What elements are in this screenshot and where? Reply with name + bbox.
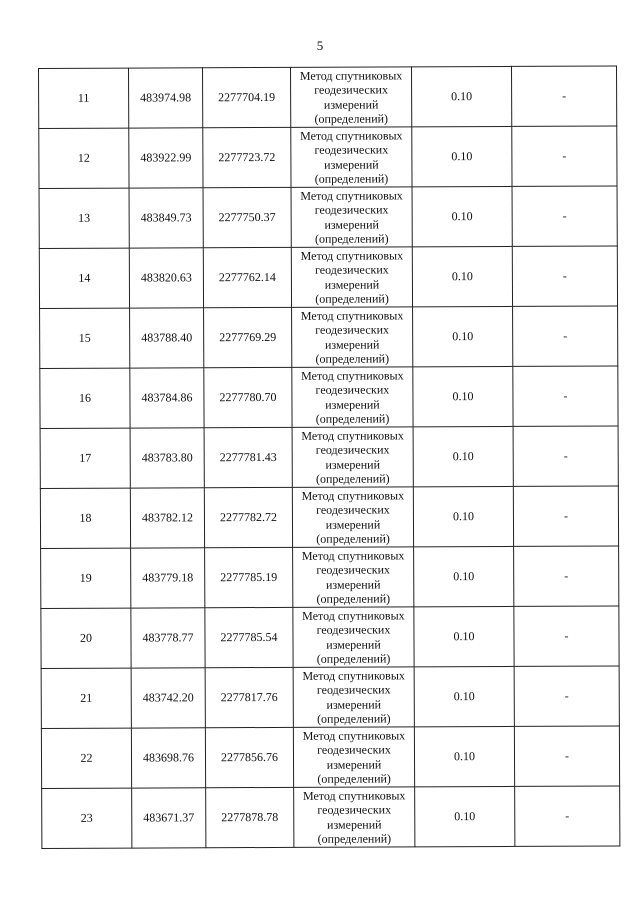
accuracy-cell: 0.10 — [414, 726, 514, 786]
method-line: геодезических — [315, 442, 390, 457]
description-cell: - — [513, 366, 618, 426]
point-number-cell: 16 — [40, 368, 130, 428]
description-cell: - — [513, 486, 618, 546]
point-number-cell: 22 — [41, 728, 131, 788]
method-line: (определений) — [315, 411, 390, 426]
method-cell — [292, 427, 413, 488]
y-coordinate-cell: 2277723.72 — [203, 127, 291, 187]
method-line: измерений — [326, 757, 382, 772]
point-number-cell: 21 — [41, 668, 131, 728]
point-number-cell: 19 — [41, 548, 131, 608]
y-coordinate-cell: 2277856.76 — [205, 727, 293, 787]
coordinates-table — [38, 65, 620, 849]
method-line: измерений — [325, 517, 381, 532]
method-cell — [293, 667, 414, 728]
method-line: (определений) — [314, 171, 389, 186]
x-coordinate-cell: 483779.18 — [131, 548, 205, 608]
point-number-cell: 12 — [39, 128, 129, 188]
method-line: Метод спутниковых — [300, 127, 403, 143]
point-number-cell: 13 — [39, 188, 129, 248]
method-line: измерений — [323, 97, 379, 112]
table-row — [40, 486, 618, 549]
method-line: (определений) — [316, 591, 391, 606]
accuracy-cell: 0.10 — [414, 546, 514, 606]
method-line: измерений — [325, 577, 381, 592]
method-cell — [293, 607, 414, 668]
table-row — [40, 366, 618, 429]
accuracy-cell: 0.10 — [415, 786, 515, 846]
method-line: Метод спутниковых — [301, 427, 404, 443]
method-cell — [294, 787, 415, 848]
method-line: измерений — [325, 397, 380, 412]
method-line: Метод спутниковых — [301, 367, 404, 383]
method-line: геодезических — [314, 262, 389, 277]
table-row — [41, 726, 619, 789]
description-cell: - — [513, 306, 618, 366]
description-cell: - — [512, 126, 617, 186]
method-line: (определений) — [315, 351, 390, 366]
y-coordinate-cell: 2277780.70 — [204, 367, 292, 427]
description-cell: - — [515, 786, 620, 846]
method-line: (определений) — [315, 471, 390, 486]
method-line: Метод спутниковых — [300, 187, 403, 203]
method-line: измерений — [324, 337, 380, 352]
description-cell: - — [514, 606, 619, 666]
description-cell: - — [512, 246, 617, 306]
point-number-cell: 15 — [40, 308, 130, 368]
method-cell — [292, 367, 413, 428]
description-cell: - — [511, 66, 616, 126]
method-line: геодезических — [317, 802, 392, 817]
table-row — [41, 666, 619, 729]
accuracy-cell: 0.10 — [414, 606, 514, 666]
method-line: (определений) — [316, 531, 390, 546]
method-line: измерений — [326, 697, 382, 712]
x-coordinate-cell: 483782.12 — [130, 488, 204, 548]
table-row — [39, 66, 617, 129]
method-line: геодезических — [316, 622, 391, 637]
accuracy-cell: 0.10 — [413, 426, 513, 486]
accuracy-cell: 0.10 — [413, 306, 513, 366]
y-coordinate-cell: 2277785.54 — [205, 607, 293, 667]
x-coordinate-cell: 483742.20 — [131, 668, 205, 728]
method-line: Метод спутниковых — [301, 487, 405, 503]
table-row — [39, 126, 617, 189]
x-coordinate-cell: 483974.98 — [129, 68, 203, 128]
table-row — [40, 426, 618, 489]
method-line: геодезических — [314, 142, 389, 157]
method-cell — [293, 727, 414, 788]
page-number: 5 — [316, 38, 324, 53]
method-line: измерений — [324, 277, 380, 292]
accuracy-cell: 0.10 — [411, 66, 511, 126]
x-coordinate-cell: 483788.40 — [130, 308, 204, 368]
point-number-cell: 14 — [39, 248, 129, 308]
method-line: (определений) — [317, 711, 391, 726]
x-coordinate-cell: 483820.63 — [129, 248, 203, 308]
point-number-cell: 17 — [40, 428, 130, 488]
method-line: измерений — [325, 457, 381, 472]
method-line: Метод спутниковых — [302, 727, 406, 743]
table-row — [40, 306, 618, 369]
point-number-cell: 11 — [39, 68, 129, 128]
y-coordinate-cell: 2277750.37 — [203, 187, 291, 247]
method-line: геодезических — [314, 202, 389, 217]
y-coordinate-cell: 2277769.29 — [204, 307, 292, 367]
method-cell — [291, 247, 412, 308]
y-coordinate-cell: 2277878.78 — [206, 787, 294, 847]
description-cell: - — [513, 426, 618, 486]
point-number-cell: 23 — [42, 788, 132, 848]
method-line: Метод спутниковых — [300, 307, 404, 323]
method-line: геодезических — [316, 502, 390, 517]
method-cell — [293, 547, 414, 608]
method-line: (определений) — [316, 651, 391, 666]
coordinates-table-body — [39, 66, 620, 849]
table-row — [39, 186, 617, 249]
x-coordinate-cell: 483922.99 — [129, 128, 203, 188]
x-coordinate-cell: 483698.76 — [131, 728, 205, 788]
accuracy-cell: 0.10 — [412, 126, 512, 186]
method-line: Метод спутниковых — [302, 787, 406, 803]
method-line: (определений) — [314, 111, 389, 126]
x-coordinate-cell: 483783.80 — [130, 428, 204, 488]
method-line: Метод спутниковых — [299, 67, 403, 83]
method-line: Метод спутниковых — [300, 247, 404, 263]
y-coordinate-cell: 2277762.14 — [203, 247, 291, 307]
y-coordinate-cell: 2277782.72 — [204, 487, 292, 547]
table-row — [39, 246, 617, 309]
method-line: измерений — [324, 157, 379, 172]
method-line: (определений) — [317, 771, 391, 786]
table-row — [41, 606, 619, 669]
method-line: (определений) — [315, 291, 389, 306]
method-line: геодезических — [316, 562, 391, 577]
x-coordinate-cell: 483784.86 — [130, 368, 204, 428]
method-cell — [292, 307, 413, 368]
description-cell: - — [514, 726, 619, 786]
method-cell — [291, 127, 412, 188]
method-line: геодезических — [314, 82, 388, 97]
description-cell: - — [514, 666, 619, 726]
accuracy-cell: 0.10 — [413, 366, 513, 426]
method-line: геодезических — [315, 382, 390, 397]
method-line: (определений) — [317, 831, 392, 846]
accuracy-cell: 0.10 — [413, 486, 513, 546]
method-line: геодезических — [315, 322, 390, 337]
description-cell: - — [514, 546, 619, 606]
table-row — [41, 546, 619, 609]
description-cell: - — [512, 186, 617, 246]
method-cell — [292, 487, 413, 548]
method-line: (определений) — [314, 231, 389, 246]
method-line: измерений — [327, 817, 382, 832]
y-coordinate-cell: 2277704.19 — [203, 67, 291, 127]
accuracy-cell: 0.10 — [412, 186, 512, 246]
x-coordinate-cell: 483778.77 — [131, 608, 205, 668]
method-line: геодезических — [316, 682, 391, 697]
method-cell — [290, 67, 411, 128]
method-line: Метод спутниковых — [302, 607, 405, 623]
x-coordinate-cell: 483671.37 — [132, 788, 206, 848]
method-line: Метод спутниковых — [302, 667, 405, 683]
x-coordinate-cell: 483849.73 — [129, 188, 203, 248]
method-line: геодезических — [317, 742, 391, 757]
point-number-cell: 20 — [41, 608, 131, 668]
point-number-cell: 18 — [40, 488, 130, 548]
y-coordinate-cell: 2277785.19 — [205, 547, 293, 607]
method-line: измерений — [324, 217, 379, 232]
method-cell — [291, 187, 412, 248]
accuracy-cell: 0.10 — [412, 246, 512, 306]
method-line: измерений — [326, 637, 381, 652]
accuracy-cell: 0.10 — [414, 666, 514, 726]
method-line: Метод спутниковых — [301, 547, 405, 563]
table-row — [42, 786, 620, 849]
y-coordinate-cell: 2277781.43 — [204, 427, 292, 487]
y-coordinate-cell: 2277817.76 — [205, 667, 293, 727]
